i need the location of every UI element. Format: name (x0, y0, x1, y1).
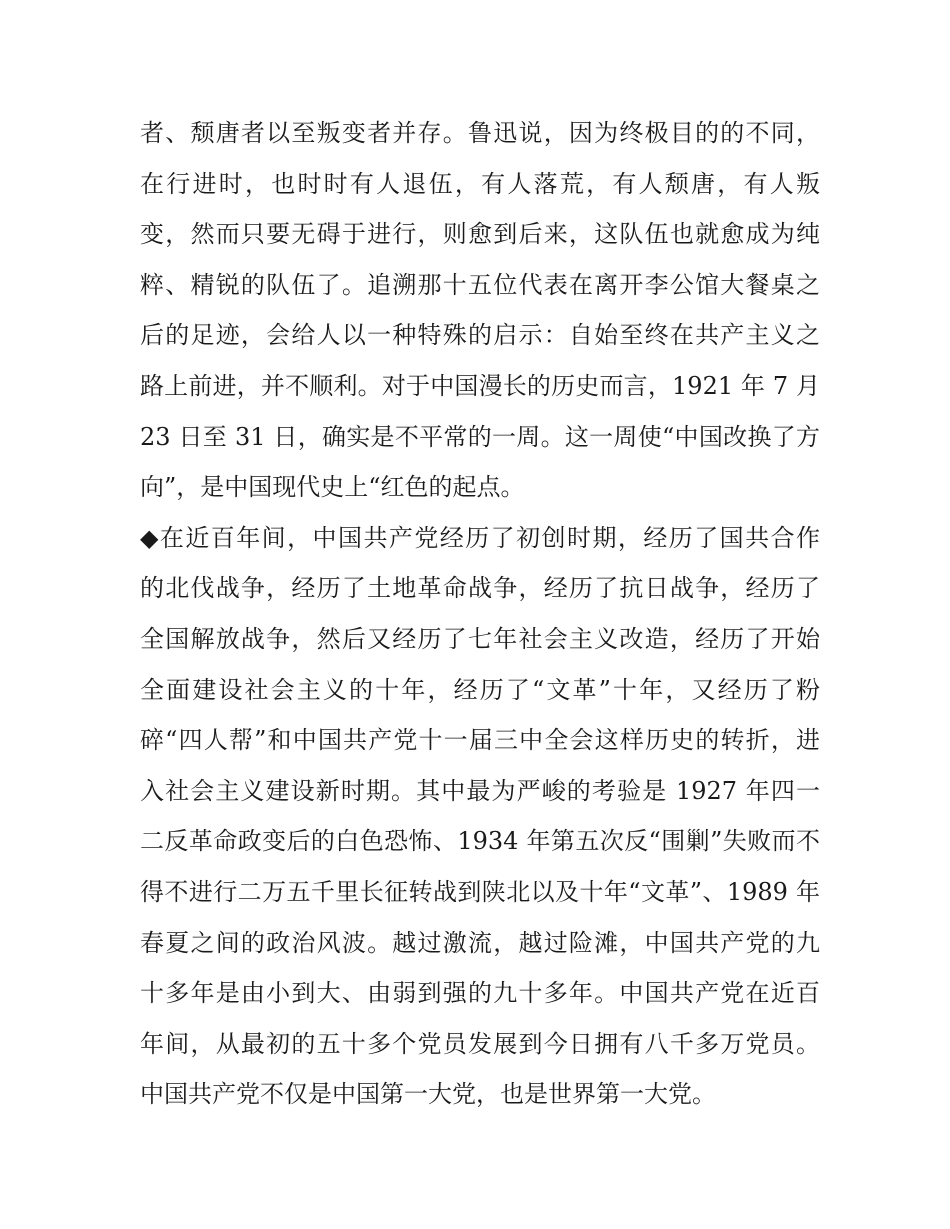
text-line: 得不进行二万五千里长征转战到陕北以及十年“文革”、1989 年 (140, 877, 820, 906)
text-line: 者、颓唐者以至叛变者并存。鲁迅说，因为终极目的的不同， (140, 119, 820, 147)
text-line: 中国共产党不仅是中国第一大党，也是世界第一大党。 (140, 1080, 716, 1109)
body-text (140, 108, 820, 1120)
paragraph-1 (140, 108, 820, 513)
text-line: 二反革命政变后的白色恐怖、1934 年第五次反“围剿”失败而不 (140, 827, 820, 856)
text-line: 碎“四人帮”和中国共产党十一届三中全会这样历史的转折，进 (140, 726, 820, 755)
text-line: 的北伐战争，经历了土地革命战争，经历了抗日战争，经历了 (140, 574, 820, 603)
text-line: 全面建设社会主义的十年，经历了“文革”十年，又经历了粉 (140, 675, 820, 704)
text-line: 年间，从最初的五十多个党员发展到今日拥有八千多万党员。 (140, 1029, 820, 1058)
paragraph-2 (140, 513, 820, 1120)
text-line: 路上前进，并不顺利。对于中国漫长的历史而言，1921 年 7 月 (140, 371, 820, 400)
text-line: 春夏之间的政治风波。越过激流，越过险滩，中国共产党的九 (140, 928, 820, 957)
text-line: ◆在近百年间，中国共产党经历了初创时期，经历了国共合作 (140, 523, 820, 552)
text-line: 向”，是中国现代史上“红色的起点。 (140, 473, 525, 502)
text-line: 粹、精锐的队伍了。追溯那十五位代表在离开李公馆大餐桌之 (140, 270, 820, 299)
text-line: 后的足迹，会给人以一种特殊的启示：自始至终在共产主义之 (140, 321, 820, 350)
text-line: 入社会主义建设新时期。其中最为严峻的考验是 1927 年四一 (140, 776, 820, 805)
text-line: 变，然而只要无碍于进行，则愈到后来，这队伍也就愈成为纯 (140, 220, 820, 249)
text-line: 23 日至 31 日，确实是不平常的一周。这一周使“中国改换了方 (140, 422, 820, 451)
text-line: 十多年是由小到大、由弱到强的九十多年。中国共产党在近百 (140, 979, 820, 1008)
text-line: 全国解放战争，然后又经历了七年社会主义改造，经历了开始 (140, 624, 820, 653)
text-line: 在行进时，也时时有人退伍，有人落荒，有人颓唐，有人叛 (140, 169, 820, 198)
